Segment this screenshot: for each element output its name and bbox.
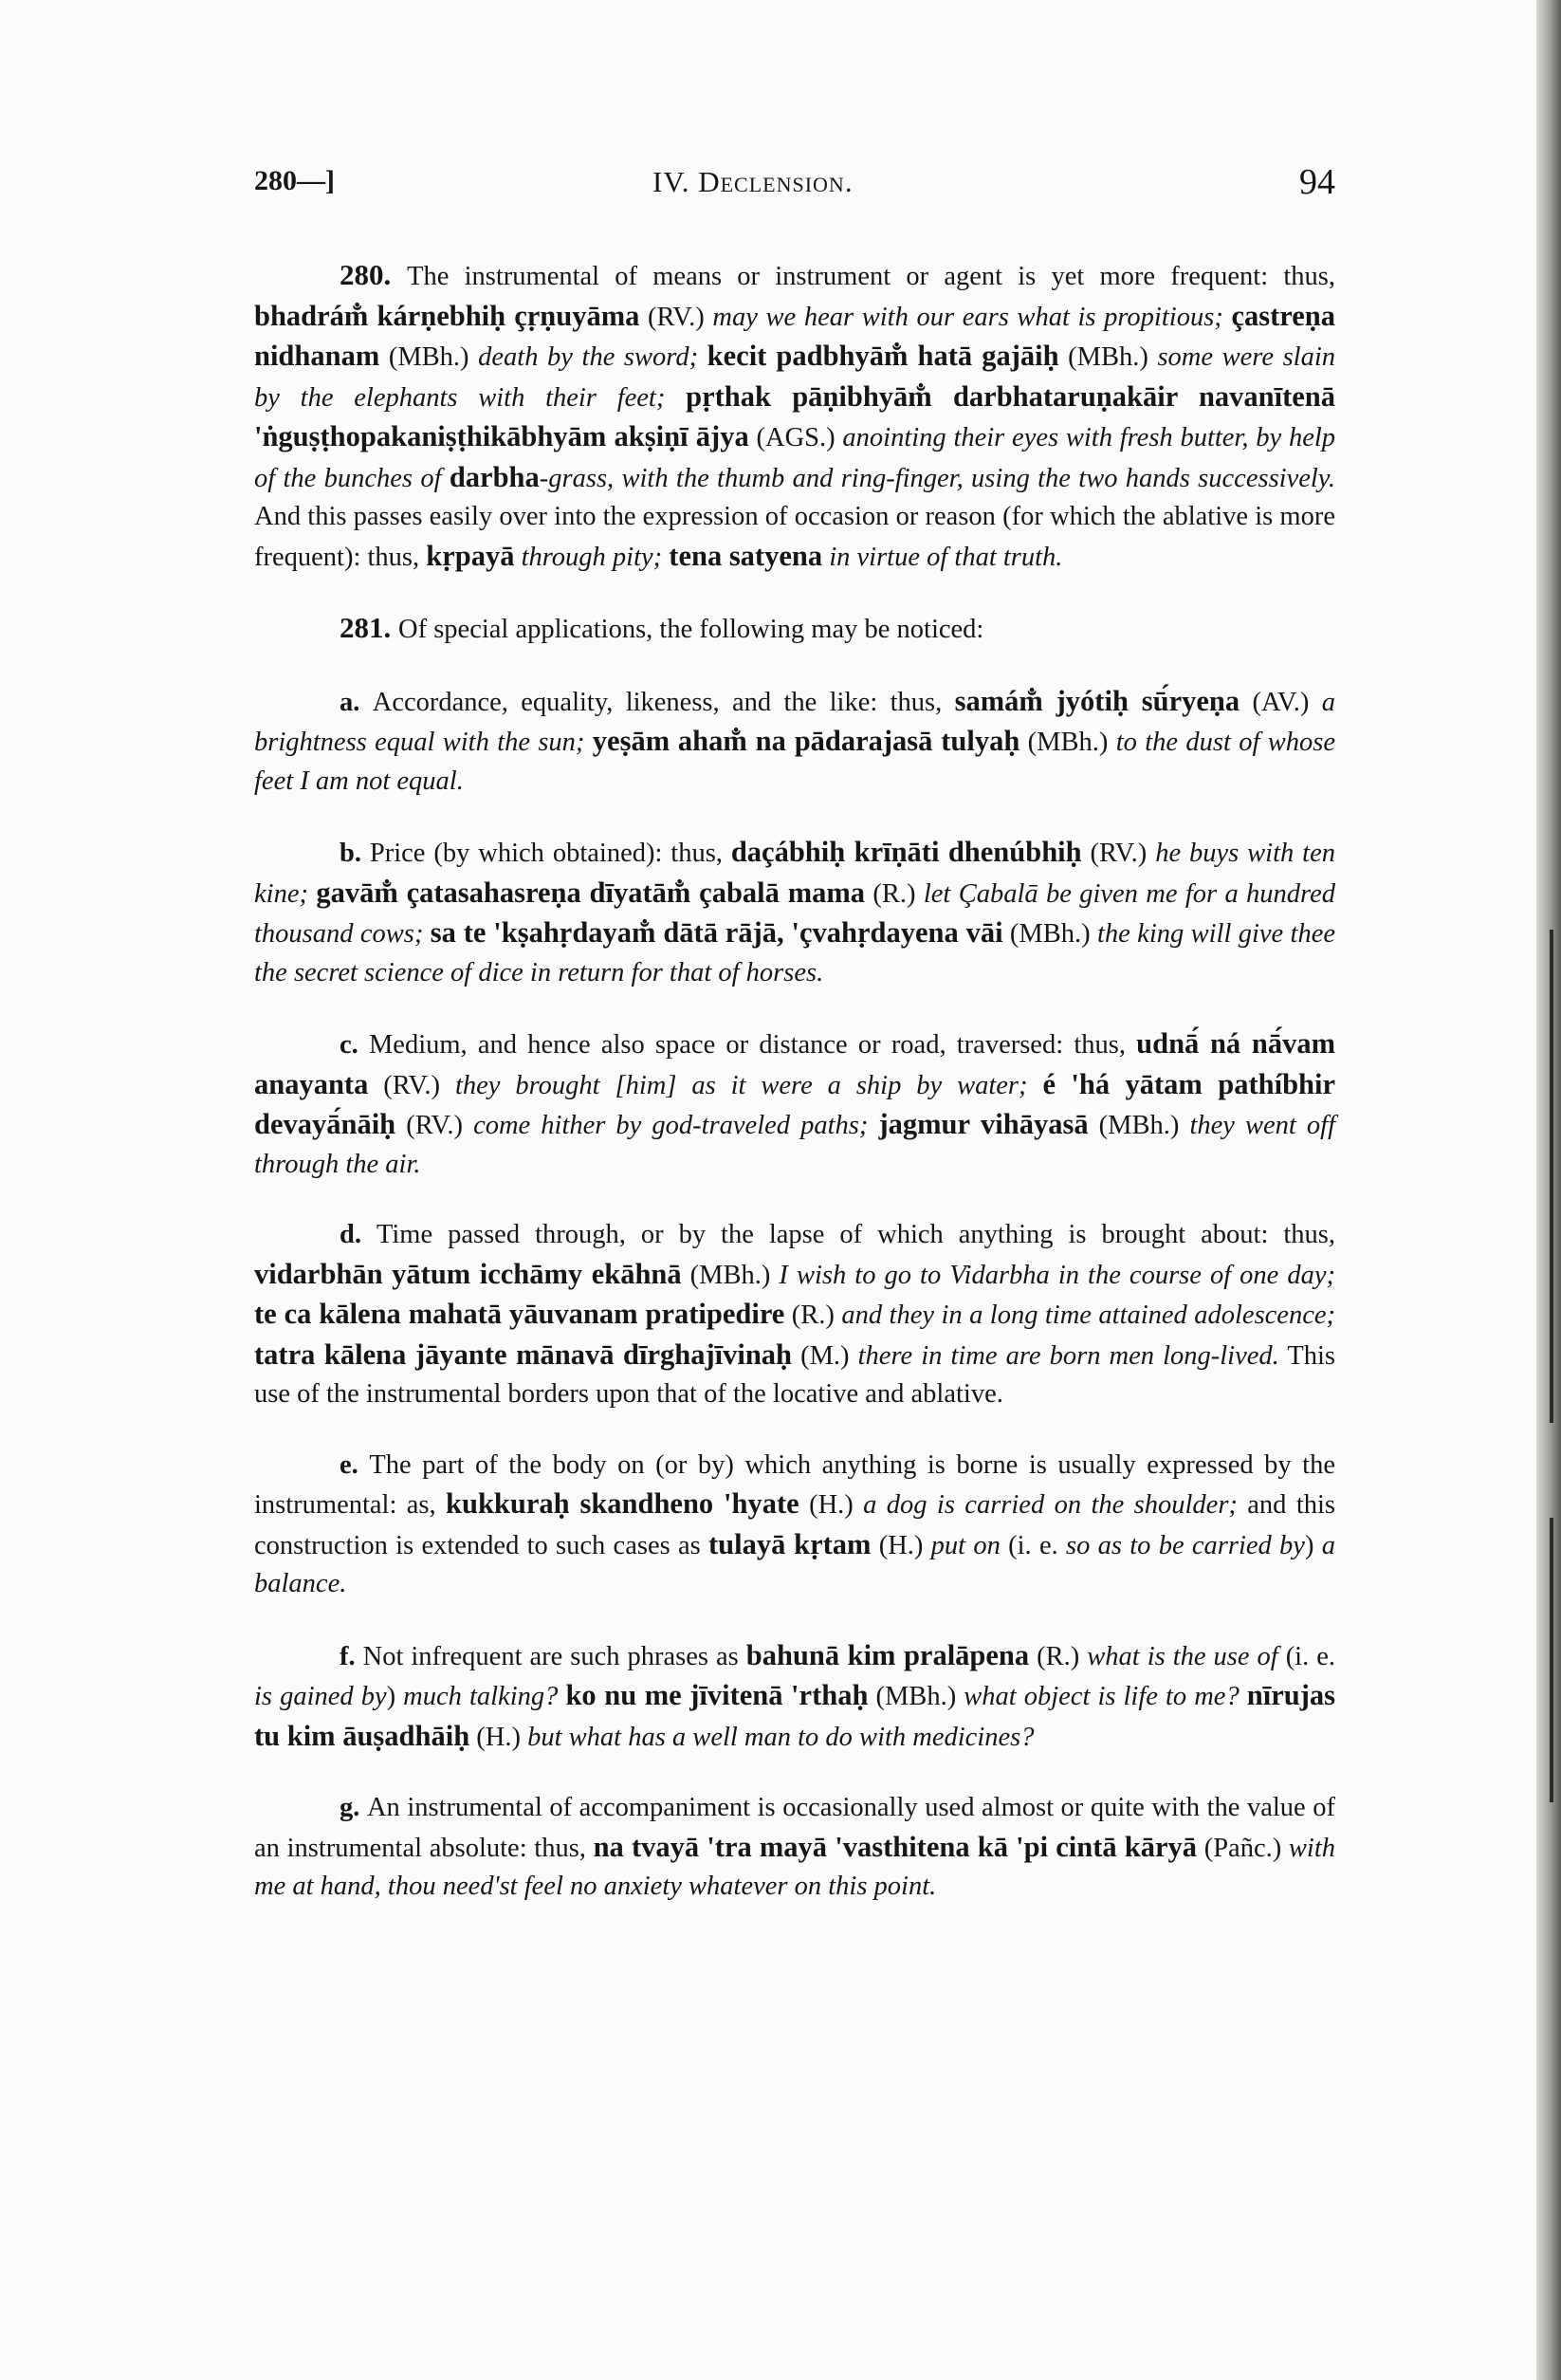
translation: through pity;: [521, 542, 663, 572]
text-run: (Pañc.): [1197, 1833, 1289, 1863]
sanskrit-example: ko nu me jīvitenā 'rthaḥ: [565, 1679, 869, 1711]
sanskrit-example: çastreṇa nidhanam: [254, 299, 1335, 372]
sanskrit-example: te ca kālena mahatā yāuvanam pratipedire: [254, 1298, 785, 1330]
translation: and they in a long time attained adolescence;: [841, 1301, 1335, 1330]
sanskrit-example: darbha: [449, 460, 540, 493]
section-281: [254, 609, 1335, 650]
page-number: 94: [1299, 162, 1335, 202]
page-edge-shadow: [1536, 0, 1561, 2380]
translation: so as to be carried by: [1066, 1530, 1305, 1560]
translation: let Çabalā be given me for a hundred thousand cows;: [254, 878, 1335, 949]
sanskrit-example: udnā́ ná nā́vam anayanta: [254, 1027, 1335, 1100]
translation: -grass, with the thumb and ring-finger, using the two hands successively.: [539, 463, 1335, 493]
text-run: (MBh.): [1002, 919, 1097, 949]
chapter-title: IV. Declension.: [652, 165, 854, 198]
text-run: Not infrequent are such phrases as: [362, 1641, 746, 1671]
sanskrit-example: kukkuraḥ skandheno 'hyate: [446, 1487, 799, 1520]
text-run: Price (by which obtained): thus,: [369, 839, 731, 868]
sanskrit-example: é 'há yātam pathíbhir devayā́nāiḥ: [254, 1067, 1336, 1140]
sanskrit-example: pṛthak pāṇibhyām̐ darbhataruṇakāir navanītenā 'ṅguṣṭhopakaniṣṭhikābhyām akṣiṇī ājya: [254, 379, 1336, 452]
edge-mark: [1550, 930, 1553, 1423]
translation: but what has a well man to do with medicines?: [527, 1722, 1035, 1752]
sanskrit-example: bhadrám̐ kárṇebhiḥ çṛṇuyāma: [254, 299, 640, 332]
text-run: (RV.): [368, 1070, 455, 1100]
sanskrit-example: samám̐ jyótiḥ sū́ryeṇa: [954, 684, 1240, 717]
subsection-label: f.: [340, 1641, 363, 1671]
sanskrit-example: sa te 'kṣahṛdayam̐ dātā rājā, 'çvahṛdayena vāi: [430, 916, 1003, 949]
sanskrit-example: yeṣām aham̐ na pādarajasā tulyaḥ: [592, 725, 1020, 757]
translation: what is the use of: [1087, 1641, 1278, 1671]
text-run: (MBh.): [681, 1260, 780, 1290]
text-run: ): [1304, 1530, 1322, 1560]
sanskrit-example: tulayā kṛtam: [707, 1527, 872, 1560]
text-run: (MBh.): [1088, 1111, 1190, 1140]
translation: death by the sword;: [478, 342, 699, 372]
sanskrit-example: bahunā kim pralāpena: [745, 1638, 1030, 1671]
sanskrit-example: jagmur vihāyasā: [878, 1108, 1089, 1140]
text-run: (RV.): [639, 302, 713, 332]
text-run: (R.): [1029, 1641, 1088, 1671]
text-run: (H.): [799, 1490, 864, 1520]
translation: come hither by god-traveled paths;: [473, 1111, 869, 1140]
subsection-g: [254, 1789, 1335, 1907]
text-run: [442, 464, 450, 493]
text-run: (MBh.): [379, 342, 479, 372]
text-run: (RV.): [395, 1111, 474, 1140]
sanskrit-example: na tvayā 'tra mayā 'vasthitena kā 'pi cintā kāryā: [593, 1830, 1198, 1863]
text-run: (AGS.): [748, 423, 843, 452]
translation: what object is life to me?: [964, 1682, 1240, 1711]
translation: some were slain by the elephants with their feet;: [254, 342, 1335, 413]
text-run: (MBh.): [1019, 728, 1116, 757]
text-run: Medium, and hence also space or distance or road, traversed: thus,: [368, 1030, 1137, 1060]
translation: the king will give thee the secret science of dice in return for that of horses.: [254, 919, 1336, 987]
text-run: and this construction is extended to such cases as: [254, 1490, 1335, 1560]
translation: anointing their eyes with fresh butter, by help of the bunches of: [254, 423, 1336, 493]
sanskrit-example: daçábhiḥ krīṇāti dhenúbhiḥ: [730, 836, 1082, 868]
sanskrit-example: gavām̐ çatasahasreṇa dīyatām̐ çabalā mama: [316, 876, 866, 909]
text-run: [1028, 1071, 1043, 1100]
translation: a brightness equal with the sun;: [254, 687, 1335, 757]
body-text: [254, 256, 1335, 1907]
text-run: [514, 543, 521, 572]
text-run: (MBh.): [1058, 342, 1158, 372]
section-280: [254, 256, 1335, 577]
text-run: [1240, 1682, 1247, 1711]
sanskrit-example: kṛpayā: [426, 539, 515, 572]
subsection-f: [254, 1636, 1335, 1758]
text-run: (i. e.: [1277, 1641, 1335, 1671]
text-run: (H.): [469, 1722, 528, 1752]
text-run: The instrumental of means or instrument or agent is yet more frequent: thus,: [407, 262, 1335, 291]
section-number: 280.: [340, 258, 408, 291]
text-run: (R.): [784, 1301, 842, 1330]
translation: is gained by: [254, 1682, 387, 1711]
text-run: [584, 728, 592, 757]
translation: with me at hand, thou need'st feel no anxiety whatever on this point.: [254, 1833, 1335, 1901]
text-run: An instrumental of accompaniment is occasionally used almost or quite with the value of an instrumental absolute: thus,: [254, 1793, 1336, 1863]
text-run: [665, 383, 686, 413]
text-run: And this passes easily over into the expression of occasion or reason (for which the ablative is more frequent): thus,: [254, 502, 1335, 572]
text-run: Of special applications, the following may be noticed:: [398, 615, 984, 644]
running-header: [254, 152, 1335, 209]
subsection-label: d.: [340, 1220, 376, 1249]
text-run: [868, 1111, 878, 1140]
translation: may we hear with our ears what is propitious;: [712, 302, 1223, 332]
sanskrit-example: vidarbhān yātum icchāmy ekāhnā: [254, 1257, 682, 1290]
subsection-c: [254, 1024, 1335, 1184]
translation: there in time are born men long-lived.: [857, 1340, 1279, 1371]
text-run: ): [386, 1682, 404, 1711]
text-run: (R.): [865, 878, 924, 909]
text-run: [423, 919, 430, 949]
text-run: (AV.): [1240, 687, 1322, 717]
translation: a balance.: [254, 1530, 1335, 1598]
translation: much talking?: [403, 1682, 559, 1711]
subsection-label: b.: [340, 839, 370, 868]
sanskrit-example: nīrujas tu kim āuṣadhāiḥ: [254, 1679, 1335, 1752]
translation: a dog is carried on the shoulder;: [863, 1490, 1238, 1520]
sanskrit-example: tatra kālena jāyante mānavā dīrghajīvinaḥ: [254, 1338, 793, 1371]
text-run: Accordance, equality, likeness, and the like: thus,: [372, 687, 955, 717]
translation: in virtue of that truth.: [829, 542, 1063, 572]
translation: they brought [him] as it were a ship by water;: [454, 1070, 1028, 1100]
subsection-b: [254, 833, 1335, 992]
translation: I wish to go to Vidarbha in the course of one day;: [779, 1260, 1335, 1290]
section-reference: 280—]: [254, 165, 335, 196]
sanskrit-example: kecit padbhyām̐ hatā gajāiḥ: [707, 340, 1059, 372]
text-run: (i. e.: [1000, 1530, 1067, 1560]
subsection-label: a.: [340, 687, 373, 717]
section-number: 281.: [340, 611, 398, 644]
text-run: (MBh.): [868, 1682, 964, 1711]
subsection-e: [254, 1447, 1335, 1604]
subsection-label: g.: [340, 1793, 367, 1822]
sanskrit-example: tena satyena: [669, 539, 823, 572]
translation: to the dust of whose feet I am not equal.: [254, 728, 1335, 796]
text-run: (M.): [792, 1340, 858, 1371]
translation: he buys with ten kine;: [254, 839, 1335, 909]
text-run: (RV.): [1081, 839, 1156, 868]
subsection-label: c.: [340, 1030, 369, 1060]
subsection-d: [254, 1216, 1335, 1414]
subsection-a: [254, 682, 1335, 802]
text-run: The part of the body on (or by) which anything is borne is usually expressed by the instrumental: as,: [254, 1449, 1335, 1520]
subsection-label: e.: [340, 1449, 370, 1480]
text-run: [698, 342, 707, 372]
text-run: This use of the instrumental borders upon that of the locative and ablative.: [254, 1340, 1335, 1409]
text-run: (H.): [871, 1530, 931, 1560]
translation: they went off through the air.: [254, 1111, 1336, 1179]
translation: put on: [930, 1530, 1001, 1560]
edge-mark: [1550, 1518, 1553, 1802]
text-run: Time passed through, or by the lapse of which anything is brought about: thus,: [376, 1220, 1335, 1249]
